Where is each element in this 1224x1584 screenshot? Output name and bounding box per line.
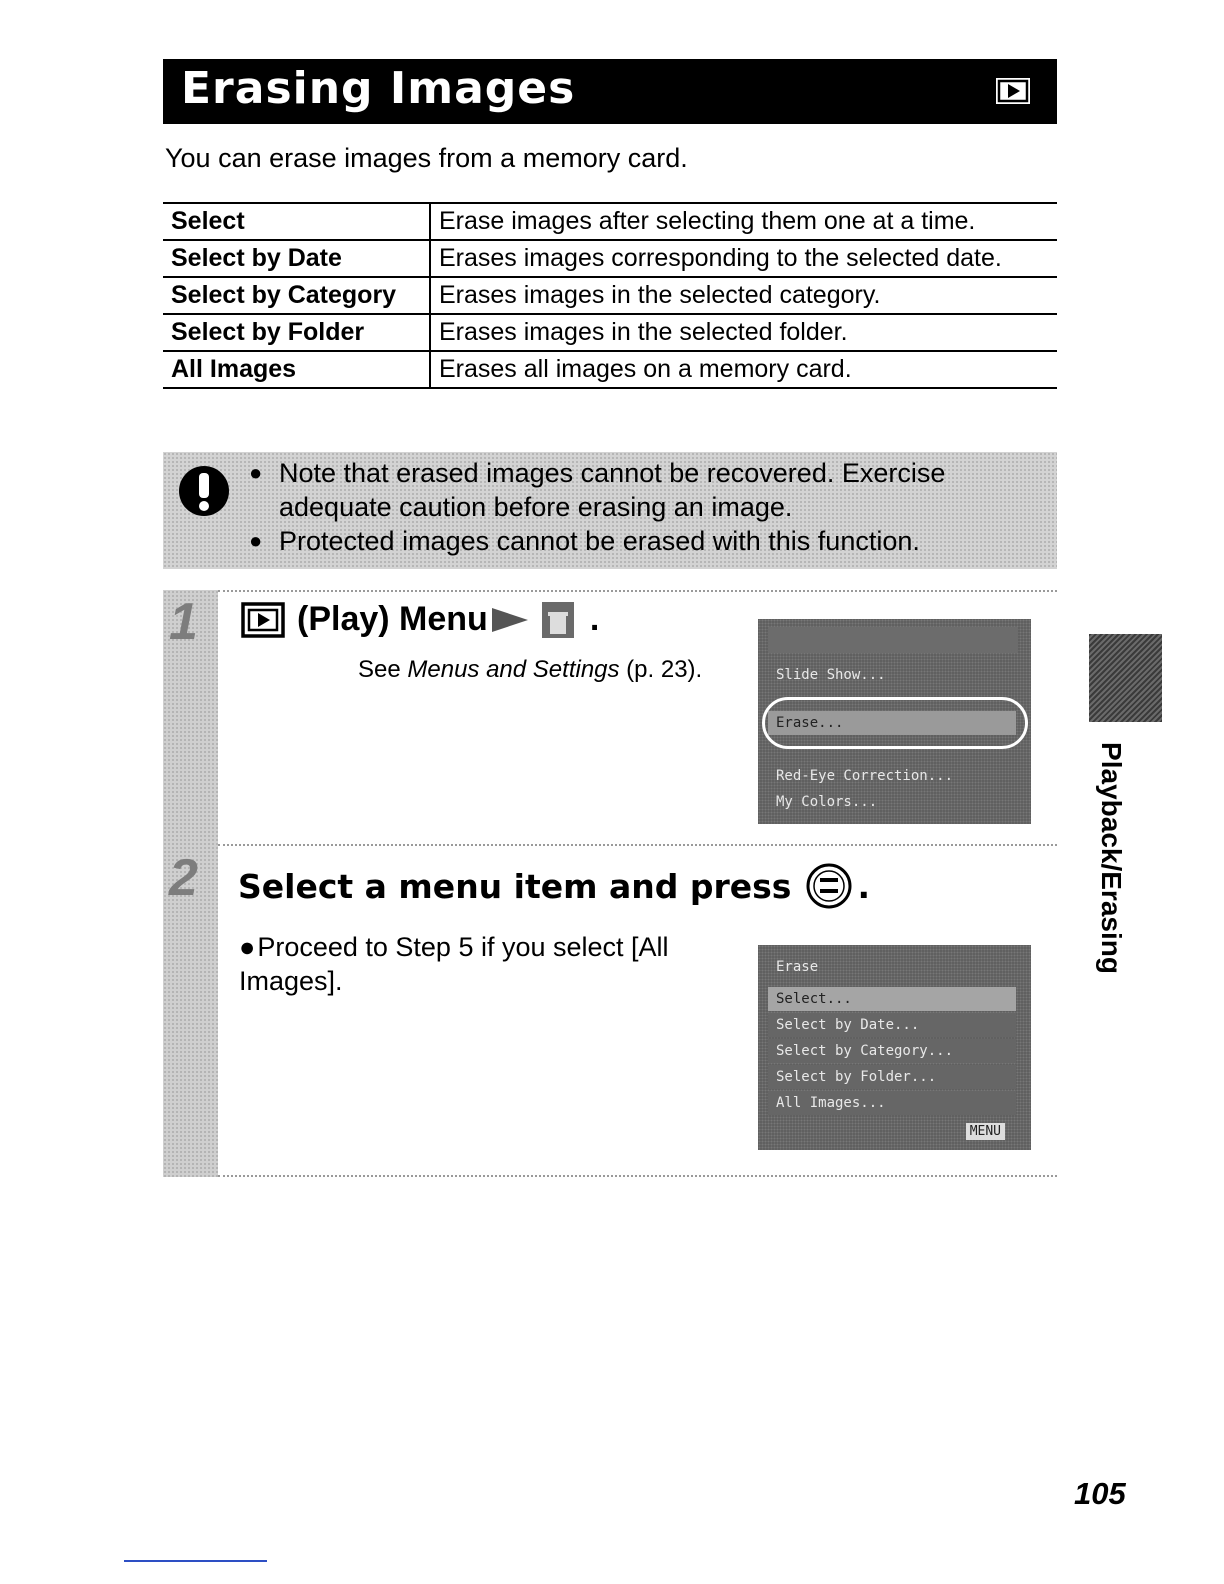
menu-button-label: MENU: [966, 1123, 1005, 1140]
reference-suffix: (p. 23).: [619, 656, 703, 683]
reference-link: Menus and Settings: [407, 656, 620, 683]
caution-item: ● Note that erased images cannot be recovered. Exercise adequate caution before erasing an image.: [249, 456, 1049, 524]
table-row: [163, 203, 1057, 240]
step2-heading-text: Select a menu item and press: [238, 866, 792, 906]
menu-item: Select by Category...: [768, 1039, 1016, 1063]
chapter-tab-label: Playback/Erasing: [1096, 742, 1127, 974]
reference-prefix: See: [358, 656, 408, 683]
erase-tab-icon: [542, 602, 574, 638]
step2-bullet-text: Proceed to Step 5 if you select [All Images].: [239, 932, 669, 996]
option-name: Select: [163, 203, 430, 240]
option-description: Erases all images on a memory card.: [430, 351, 1057, 388]
play-icon: [241, 602, 285, 638]
page-title: Erasing Images: [181, 63, 576, 114]
menu-item: Slide Show...: [776, 667, 886, 683]
menu-item-selected: Erase...: [768, 711, 1016, 735]
camera-screen-erase-menu: [758, 945, 1031, 1150]
step1-heading-text: (Play) Menu: [297, 600, 488, 638]
divider: [218, 844, 1057, 846]
steps-section: [163, 590, 1057, 1177]
play-mode-icon: [993, 75, 1033, 107]
table-row: [163, 351, 1057, 388]
step2-heading: Select a menu item and press .: [238, 862, 870, 910]
caution-list: [249, 456, 1049, 558]
chapter-tab-marker: [1089, 634, 1162, 722]
title-bar: [163, 59, 1057, 124]
table-row: [163, 314, 1057, 351]
option-name: Select by Folder: [163, 314, 430, 351]
caution-icon: [177, 464, 231, 518]
step1-heading: (Play) Menu .: [241, 600, 599, 639]
caution-box: [163, 452, 1057, 569]
arrow-right-icon: [490, 605, 530, 635]
option-description: Erases images in the selected category.: [430, 277, 1057, 314]
menu-item: All Images...: [768, 1091, 1016, 1115]
menu-item-selected: Select...: [768, 987, 1016, 1011]
func-set-button-icon: [805, 862, 853, 910]
option-description: Erases images in the selected folder.: [430, 314, 1057, 351]
divider: [218, 590, 1057, 592]
step2-instruction: ●Proceed to Step 5 if you select [All Images].: [239, 932, 669, 996]
menu-item: Select by Date...: [768, 1013, 1016, 1037]
footer-line: [124, 1560, 267, 1562]
option-description: Erases images corresponding to the selected date.: [430, 240, 1057, 277]
intro-text: You can erase images from a memory card.: [165, 143, 688, 173]
page-number: 105: [1074, 1476, 1126, 1511]
option-name: Select by Date: [163, 240, 430, 277]
screen-title: Erase: [776, 959, 819, 975]
erase-options-table: [163, 202, 1057, 389]
menu-tab-bar: [768, 627, 1018, 653]
divider: [218, 1175, 1057, 1177]
table-row: [163, 240, 1057, 277]
menu-item: My Colors...: [776, 794, 878, 810]
caution-item: ● Protected images cannot be erased with this function.: [249, 524, 1049, 558]
menu-item: Red-Eye Correction...: [776, 768, 954, 784]
menu-item: Select by Folder...: [768, 1065, 1016, 1089]
step1-reference: [358, 656, 702, 684]
step-number: 2: [169, 849, 198, 907]
option-name: Select by Category: [163, 277, 430, 314]
option-description: Erase images after selecting them one at a time.: [430, 203, 1057, 240]
highlight-oval: [762, 697, 1028, 749]
camera-screen-play-menu: [758, 619, 1031, 824]
option-name: All Images: [163, 351, 430, 388]
table-row: [163, 277, 1057, 314]
step-number: 1: [169, 593, 198, 651]
